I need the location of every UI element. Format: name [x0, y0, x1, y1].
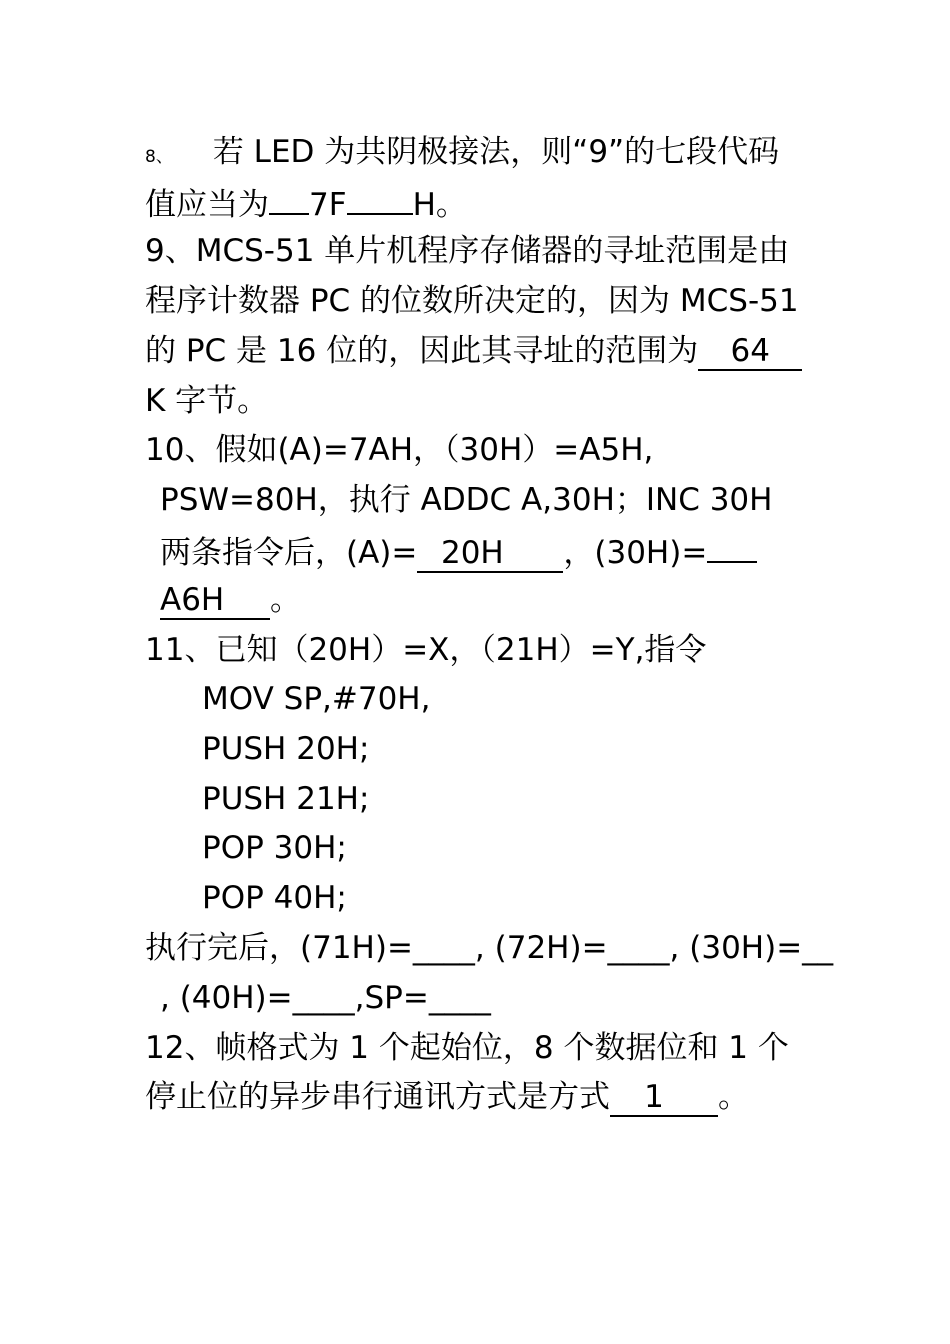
q11-result-line-2: , (40H)=____,SP=____: [160, 980, 491, 1016]
q8-answer: 7F: [309, 187, 347, 223]
q8-line-2: [145, 177, 467, 227]
q11-code-line: POP 40H;: [202, 880, 347, 916]
q8-text-2-post: H。: [412, 187, 467, 223]
q10-text-3-mid: ，(30H)=: [563, 535, 708, 571]
q10-text-3: 两条指令后，(A)=: [160, 535, 418, 571]
q9-text-3: 的 PC 是 16 位的，因此其寻址的范围为: [145, 333, 699, 369]
q11-line-1: 11、已知（20H）=X，（21H）=Y,指令: [145, 632, 707, 668]
q10-answer-a-blank: [417, 535, 563, 573]
q10-line-4: [160, 575, 301, 625]
q8-blank-right: [347, 177, 413, 215]
q9-line-4: K 字节。: [145, 383, 269, 419]
q11-result-line-1: 执行完后，(71H)=____, (72H)=____, (30H)=__: [145, 930, 834, 966]
q8-number: 8、: [145, 147, 173, 167]
q10-line-1: 10、假如(A)=7AH，（30H）=A5H,: [145, 432, 654, 468]
q10-answer-30h-blank-1: [707, 525, 757, 563]
q8-text-2: 值应当为: [145, 187, 269, 223]
q11-code-line: POP 30H;: [202, 830, 347, 866]
q12-line-1: 12、帧格式为 1 个起始位，8 个数据位和 1 个: [145, 1030, 789, 1066]
q9-line-2: 程序计数器 PC 的位数所决定的，因为 MCS-51: [145, 283, 799, 319]
q11-code-line: PUSH 20H;: [202, 731, 370, 767]
q9-line-1: 9、MCS-51 单片机程序存储器的寻址范围是由: [145, 233, 790, 269]
q10-answer-a: 20H: [440, 535, 504, 571]
q11-code-line: MOV SP,#70H,: [202, 681, 431, 717]
q9-answer-blank: [698, 333, 802, 371]
q9-answer: 64: [730, 333, 770, 369]
q10-answer-30h: A6H: [160, 582, 225, 618]
q10-text-4-post: 。: [270, 582, 301, 618]
q10-line-3: [160, 525, 757, 575]
q8-blank-left: [269, 177, 309, 215]
q12-line-2: [145, 1072, 749, 1122]
q11-code-line: PUSH 21H;: [202, 781, 370, 817]
q12-text-2: 停止位的异步串行通讯方式是方式: [145, 1079, 610, 1115]
q9-line-3: [145, 326, 802, 376]
q12-answer-blank: [610, 1079, 718, 1117]
q12-text-2-post: 。: [718, 1079, 749, 1115]
q10-line-2: PSW=80H，执行 ADDC A,30H；INC 30H: [160, 482, 773, 518]
q8-text-1: 若 LED 为共阴极接法，则“9”的七段代码: [212, 134, 780, 170]
q10-answer-30h-blank-2: [160, 582, 270, 620]
q12-answer: 1: [644, 1079, 664, 1115]
q8-line-1: [145, 127, 779, 177]
